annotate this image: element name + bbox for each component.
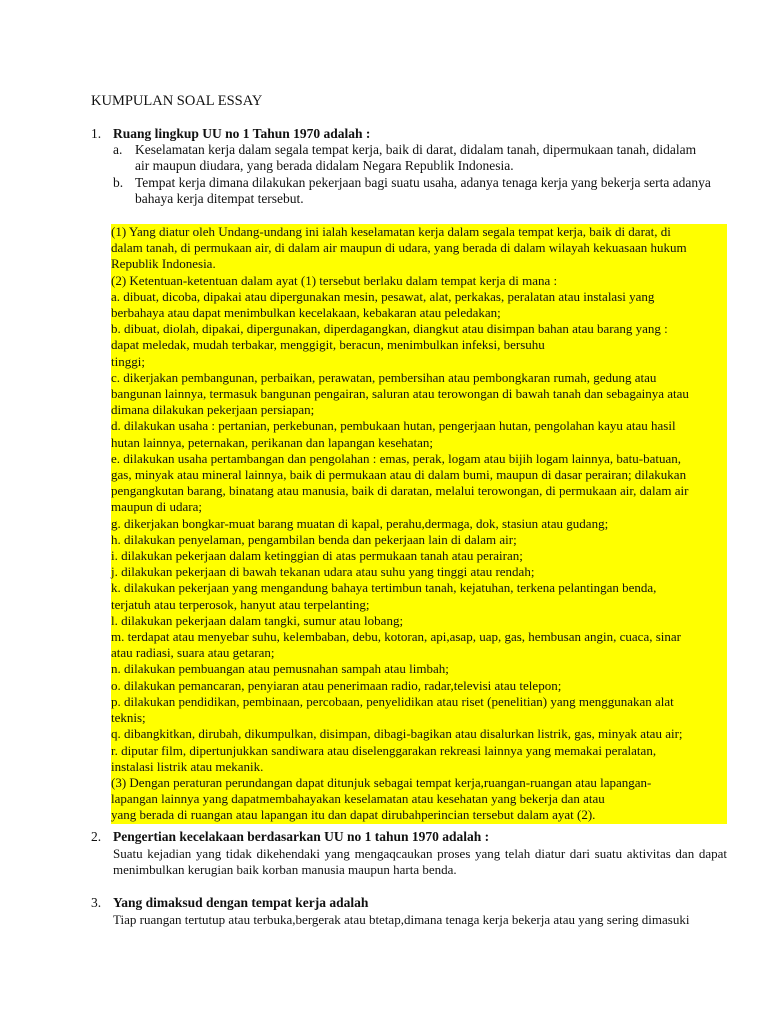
answer-line: p. dilakukan pendidikan, pembinaan, percobaan, penyelidikan atau riset (penelitian) yang menggunakan alat	[111, 694, 727, 710]
answer-line: maupun di udara;	[111, 499, 727, 515]
answer-line: berbahaya atau dapat menimbulkan kecelakaan, kebakaran atau peledakan;	[111, 305, 727, 321]
answer-line: tinggi;	[111, 354, 727, 370]
answer-line: r. diputar film, dipertunjukkan sandiwara atau diselenggarakan rekreasi lainnya yang memakai peralatan,	[111, 743, 727, 759]
answer-line: g. dikerjakan bongkar-muat barang muatan di kapal, perahu,dermaga, dok, stasiun atau gudang;	[111, 516, 727, 532]
answer-line: lapangan lainnya yang dapatmembahayakan keselamatan atau kesehatan yang bekerja dan atau	[111, 791, 727, 807]
question-text: Yang dimaksud dengan tempat kerja adalah	[113, 895, 369, 910]
answer-line: b. dibuat, diolah, dipakai, dipergunakan, diperdagangkan, diangkut atau disimpan bahan atau barang yang :	[111, 321, 727, 337]
answer-3: Tiap ruangan tertutup atau terbuka,bergerak atau btetap,dimana tenaga kerja bekerja atau yang sering dimasuki	[113, 912, 690, 927]
answer-line: pengangkutan barang, binatang atau manusia, baik di daratan, melalui terowongan, di permukaan air, dalam air	[111, 483, 727, 499]
question-number: 2.	[91, 829, 102, 844]
answer-line: (2) Ketentuan-ketentuan dalam ayat (1) tersebut berlaku dalam tempat kerja di mana :	[111, 273, 727, 289]
answer-line: e. dilakukan usaha pertambangan dan pengolahan : emas, perak, logam atau bijih logam lainnya, batu-batuan,	[111, 451, 727, 467]
answer-line: hutan lainnya, peternakan, perikanan dan lapangan kesehatan;	[111, 435, 727, 451]
answer-line: dalam tanah, di permukaan air, di dalam air maupun di udara, yang berada di dalam wilayah kekuasaan hukum	[111, 240, 727, 256]
answer-line: atau radiasi, suara atau getaran;	[111, 645, 727, 661]
answer-line: dimana dilakukan pekerjaan persiapan;	[111, 402, 727, 418]
option-line: Keselamatan kerja dalam segala tempat kerja, baik di darat, didalam tanah, dipermukaan tanah, didalam	[135, 142, 697, 157]
option-b	[113, 175, 727, 208]
question-number: 3.	[91, 895, 102, 910]
question-number: 1.	[91, 126, 102, 141]
answer-line: h. dilakukan penyelaman, pengambilan benda dan pekerjaan lain di dalam air;	[111, 532, 727, 548]
option-line: air maupun diudara, yang berada didalam Negara Republik Indonesia.	[135, 158, 514, 174]
answer-line: d. dilakukan usaha : pertanian, perkebunan, pembukaan hutan, pengerjaan hutan, pengolahan kayu atau hasil	[111, 418, 727, 434]
answer-line: n. dilakukan pembuangan atau pemusnahan sampah atau limbah;	[111, 661, 727, 677]
answer-line: terjatuh atau terperosok, hanyut atau terpelanting;	[111, 597, 727, 613]
question-text: Ruang lingkup UU no 1 Tahun 1970 adalah :	[113, 126, 371, 141]
answer-line: o. dilakukan pemancaran, penyiaran atau penerimaan radio, radar,televisi atau telepon;	[111, 678, 727, 694]
document-title: KUMPULAN SOAL ESSAY	[91, 93, 263, 109]
answer-line: gas, minyak atau mineral lainnya, baik di permukaan atau di dalam bumi, maupun di dasar perairan; dilakukan	[111, 467, 727, 483]
option-letter: a.	[113, 142, 123, 157]
highlighted-answer-1	[111, 224, 727, 824]
option-line: bahaya kerja ditempat tersebut.	[135, 190, 304, 206]
answer-line: Republik Indonesia.	[111, 256, 727, 272]
answer-line: i. dilakukan pekerjaan dalam ketinggian di atas permukaan tanah atau perairan;	[111, 548, 727, 564]
answer-2: Suatu kejadian yang tidak dikehendaki yang mengaqcaukan proses yang telah diatur dari suatu aktivitas dan dapat menimbulkan kerugian baik korban manusia maupun harta benda.	[113, 846, 727, 877]
answer-line: j. dilakukan pekerjaan di bawah tekanan udara atau suhu yang tinggi atau rendah;	[111, 564, 727, 580]
answer-line: l. dilakukan pekerjaan dalam tangki, sumur atau lobang;	[111, 613, 727, 629]
question-text: Pengertian kecelakaan berdasarkan UU no 1 tahun 1970 adalah :	[113, 829, 490, 844]
option-list	[113, 142, 727, 207]
answer-line: q. dibangkitkan, dirubah, dikumpulkan, disimpan, dibagi-bagikan atau disalurkan listrik, gas, minyak atau air;	[111, 726, 727, 742]
answer-line: dapat meledak, mudah terbakar, menggigit, beracun, menimbulkan infeksi, bersuhu	[111, 337, 727, 353]
answer-line: (3) Dengan peraturan perundangan dapat ditunjuk sebagai tempat kerja,ruangan-ruangan atau lapangan-	[111, 775, 727, 791]
answer-line: c. dikerjakan pembangunan, perbaikan, perawatan, pembersihan atau pembongkaran rumah, gedung atau	[111, 370, 727, 386]
option-letter: b.	[113, 174, 124, 190]
answer-line: (1) Yang diatur oleh Undang-undang ini ialah keselamatan kerja dalam segala tempat kerja, baik di darat, di	[111, 224, 727, 240]
answer-line: m. terdapat atau menyebar suhu, kelembaban, debu, kotoran, api,asap, uap, gas, hembusan angin, cuaca, sinar	[111, 629, 727, 645]
answer-line: k. dilakukan pekerjaan yang mengandung bahaya tertimbun tanah, kejatuhan, terkena pelantingan benda,	[111, 580, 727, 596]
answer-line: bangunan lainnya, termasuk bangunan pengairan, saluran atau terowongan di bawah tanah dan sebagainya atau	[111, 386, 727, 402]
answer-line: a. dibuat, dicoba, dipakai atau dipergunakan mesin, pesawat, alat, perkakas, peralatan atau instalasi yang	[111, 289, 727, 305]
option-a	[113, 142, 727, 175]
answer-line: teknis;	[111, 710, 727, 726]
option-line: Tempat kerja dimana dilakukan pekerjaan bagi suatu usaha, adanya tenaga kerja yang bekerja serta adanya	[135, 174, 711, 190]
answer-line: yang berada di ruangan atau lapangan itu dan dapat dirubahperincian tersebut dalam ayat (2).	[111, 807, 727, 823]
answer-line: instalasi listrik atau mekanik.	[111, 759, 727, 775]
